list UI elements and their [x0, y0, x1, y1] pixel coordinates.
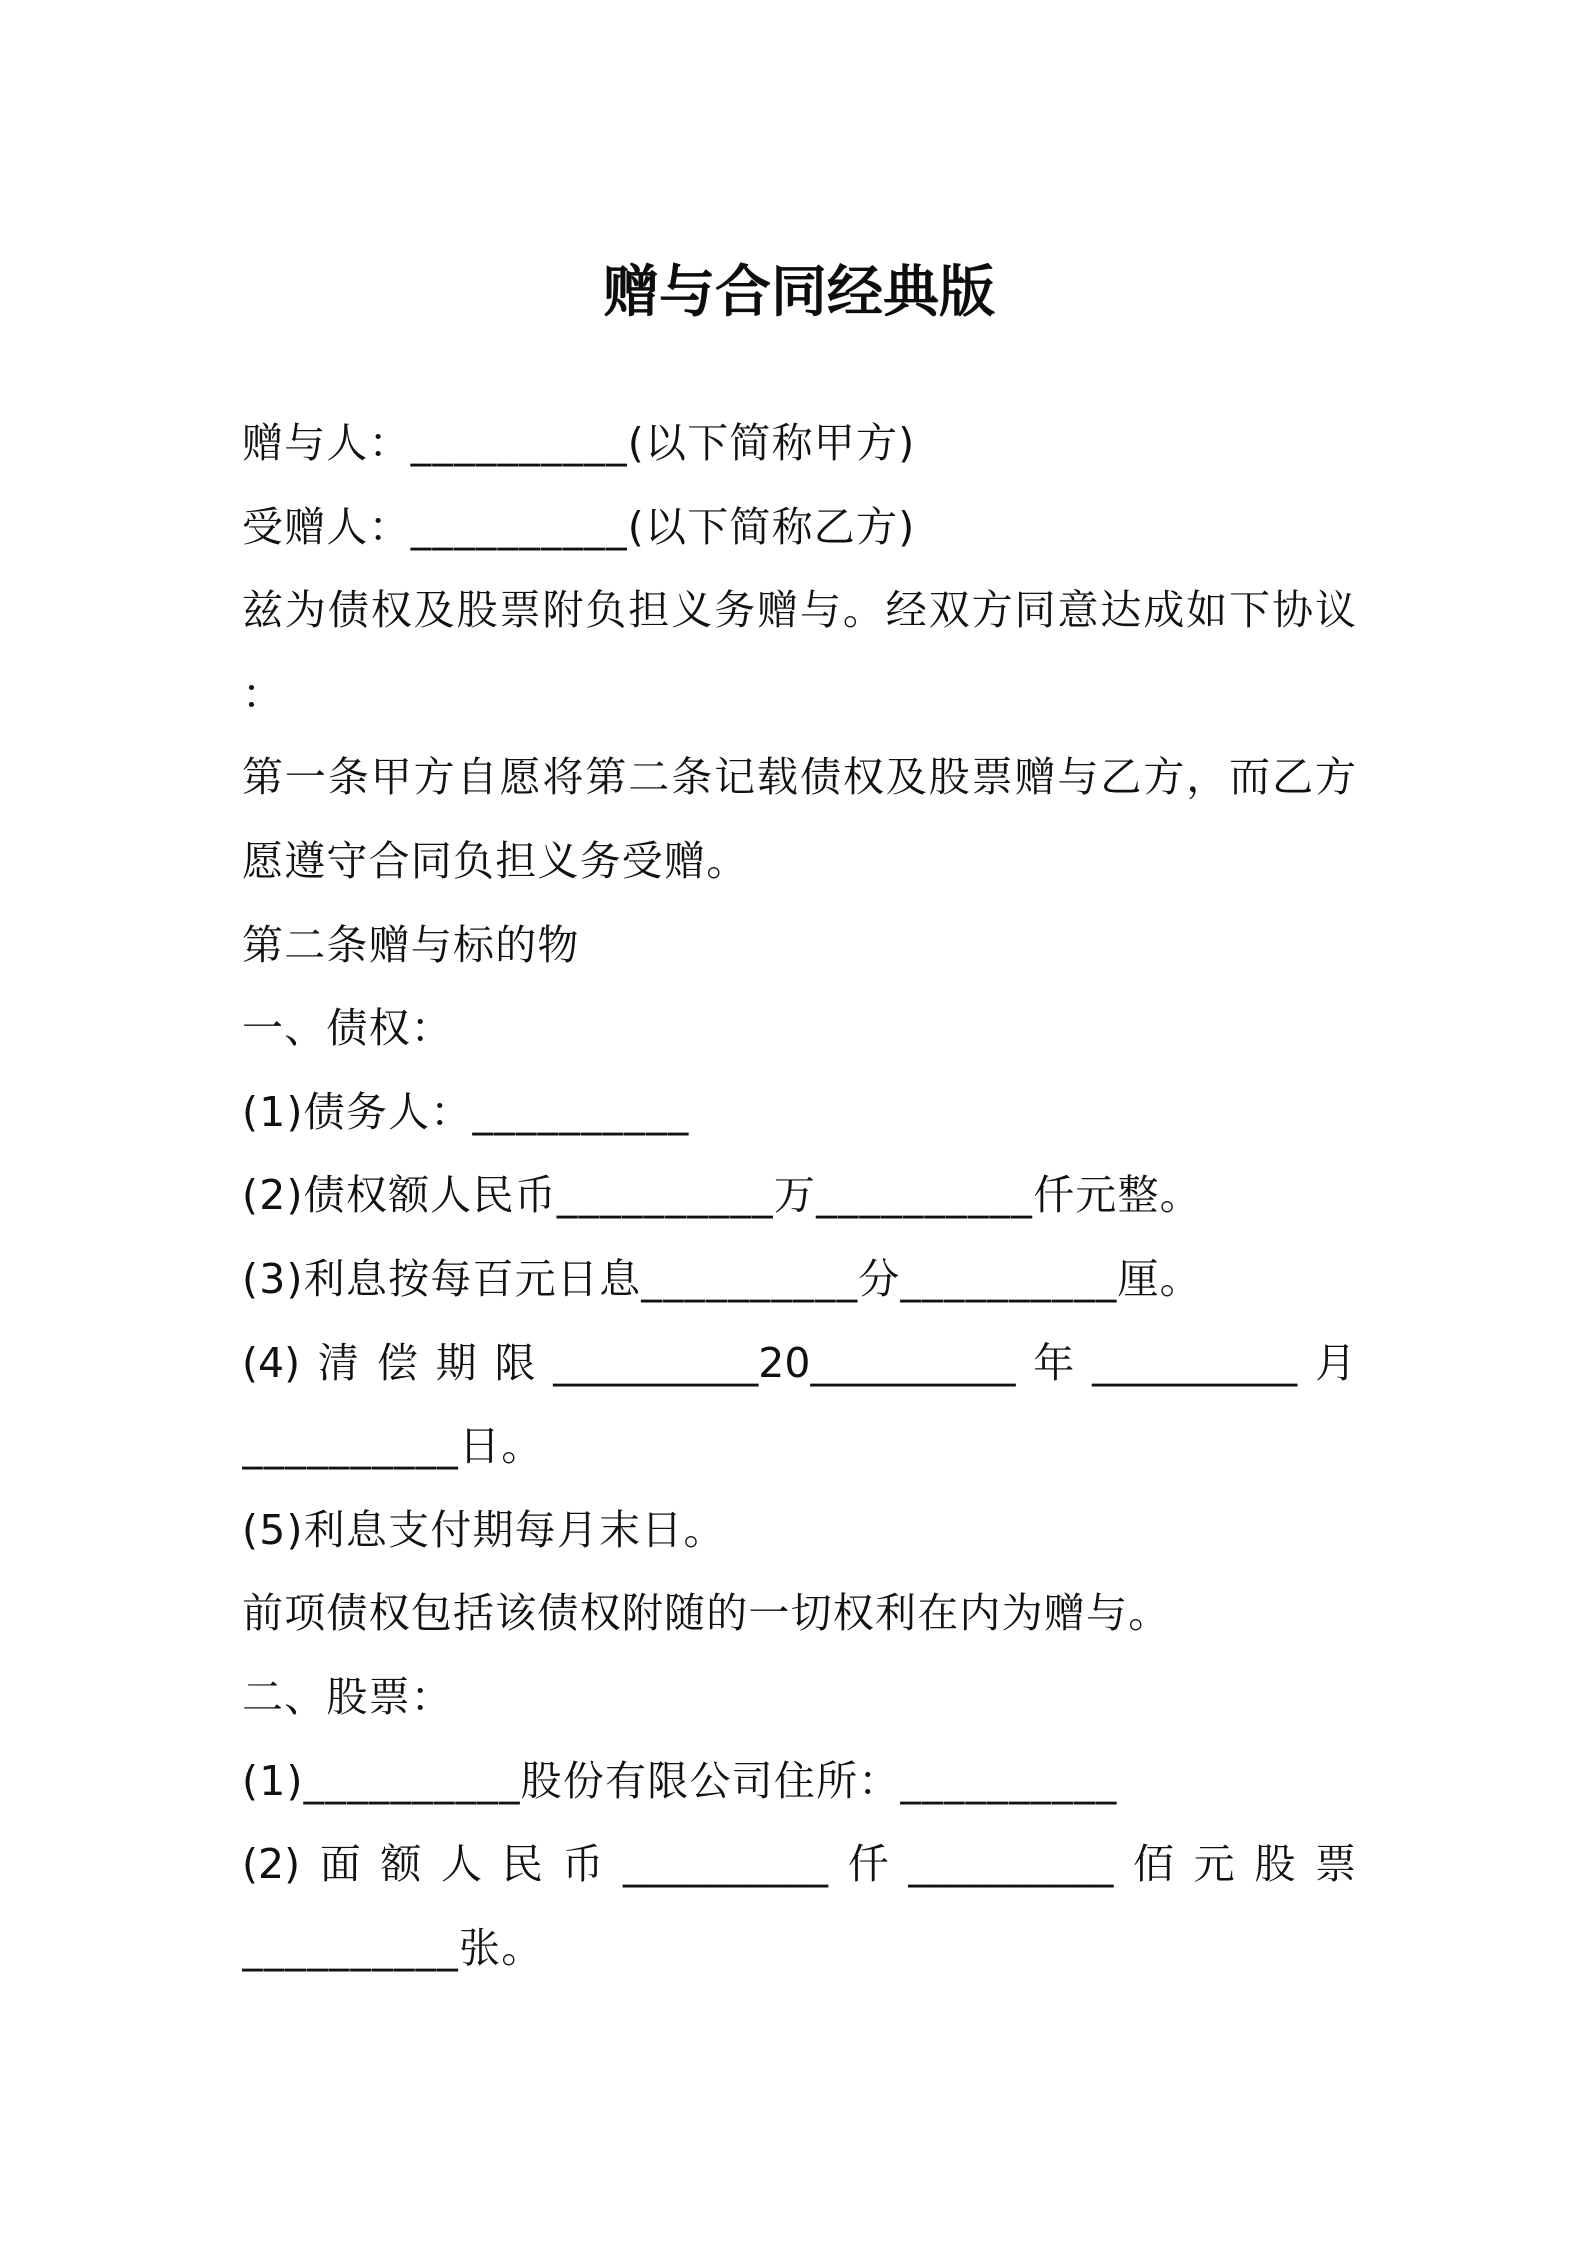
preamble-line: 兹为债权及股票附负担义务赠与。经双方同意达成如下协议: [242, 586, 1356, 635]
stocks-item-face-value: (2)面额人民币__________仟__________佰元股票: [242, 1840, 1356, 1889]
donor-line: 赠与人：__________(以下简称甲方): [242, 419, 916, 467]
document-title: 赠与合同经典版: [603, 260, 995, 325]
donee-line: 受赠人：__________(以下简称乙方): [242, 502, 916, 551]
claims-item-interest: (3)利息按每百元日息__________分__________厘。: [242, 1254, 1202, 1303]
claims-item-interest-payment: (5)利息支付期每月末日。: [242, 1505, 726, 1554]
article-one-line-continued: 愿遵守合同负担义务受赠。: [242, 836, 749, 885]
article-one-line: 第一条甲方自愿将第二条记载债权及股票赠与乙方，而乙方: [242, 753, 1356, 802]
preamble-line-continued: ：: [242, 669, 285, 718]
section-claims-heading: 一、债权：: [242, 1004, 453, 1053]
document-body: [242, 402, 1356, 1990]
claims-item-repayment-term: (4)清偿期限__________20__________年__________月: [242, 1338, 1356, 1387]
section-stocks-heading: 二、股票：: [242, 1672, 453, 1721]
claims-item-repayment-term-continued: __________日。: [242, 1422, 544, 1471]
article-two-heading: 第二条赠与标的物: [242, 920, 580, 969]
stocks-item-face-value-continued: __________张。: [242, 1923, 544, 1972]
claims-item-amount: (2)债权额人民币__________万__________仟元整。: [242, 1171, 1202, 1220]
claims-note: 前项债权包括该债权附随的一切权利在内为赠与。: [242, 1589, 1171, 1638]
stocks-item-company: (1)__________股份有限公司住所：__________: [242, 1756, 1118, 1805]
claims-item-debtor: (1)债务人：__________: [242, 1087, 690, 1136]
